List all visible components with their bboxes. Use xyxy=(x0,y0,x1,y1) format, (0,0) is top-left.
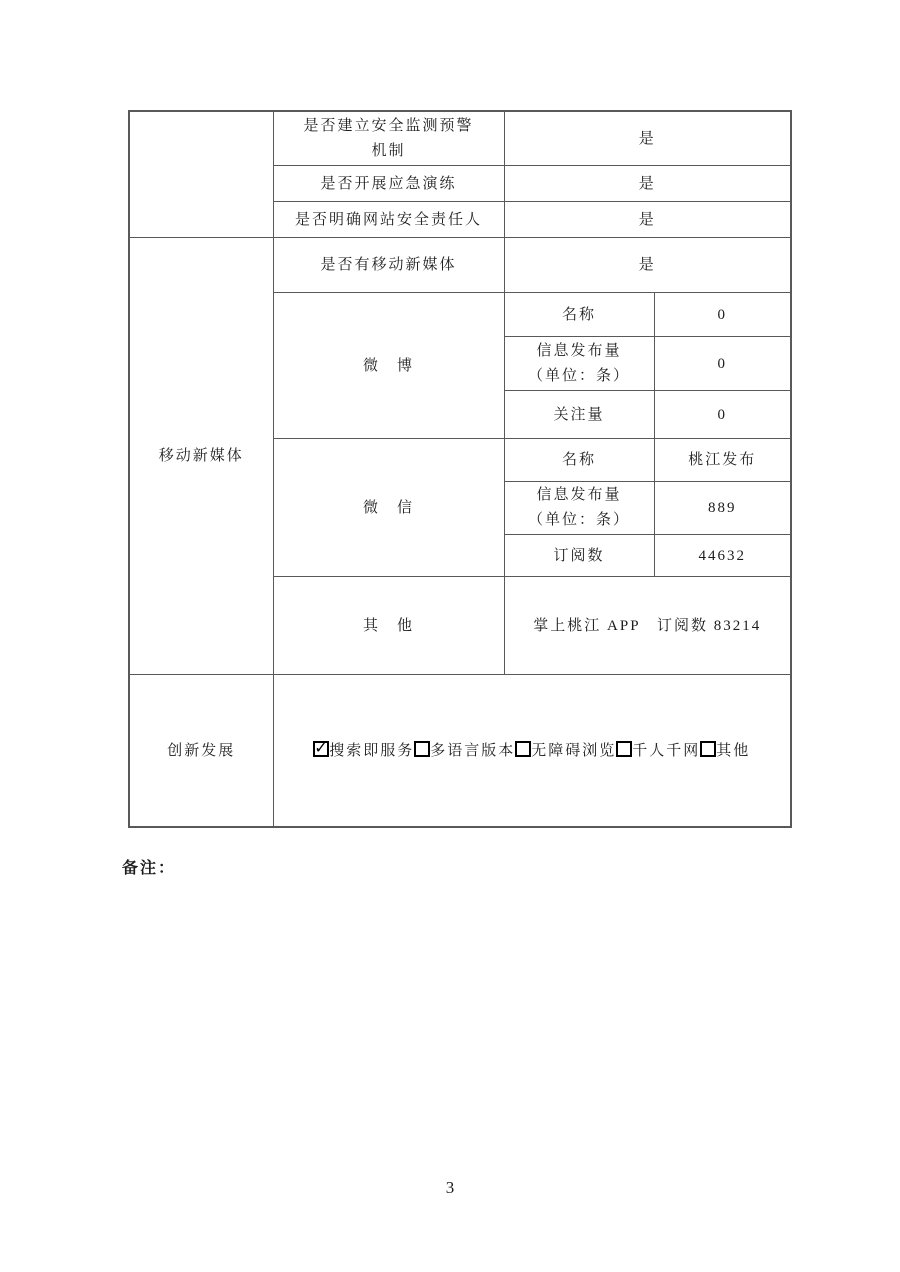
security-monitor-value-cell: 是 xyxy=(504,111,791,166)
innovation-option-search xyxy=(313,743,414,759)
innovation-option-label: 千人千网 xyxy=(632,742,701,759)
wechat-name-label-cell: 名称 xyxy=(504,439,654,482)
weibo-name-label-cell: 名称 xyxy=(504,293,654,337)
wechat-name-value-cell: 桃江发布 xyxy=(654,439,791,482)
report-table xyxy=(128,110,792,828)
weibo-volume-label-cell xyxy=(504,337,654,391)
other-media-value-cell: 掌上桃江 APP 订阅数 83214 xyxy=(504,577,791,675)
wechat-volume-label-line1: 信息发布量 xyxy=(536,487,622,503)
innovation-section-label-cell: 创新发展 xyxy=(129,675,273,828)
innovation-option-other xyxy=(700,743,750,759)
weibo-label-cell: 微 博 xyxy=(273,293,504,439)
wechat-subscribers-label-cell: 订阅数 xyxy=(504,535,654,577)
has-mobile-media-label-cell: 是否有移动新媒体 xyxy=(273,238,504,293)
innovation-option-label: 搜索即服务 xyxy=(329,742,415,759)
wechat-volume-label-line2: （单位：条） xyxy=(527,512,630,528)
has-mobile-media-value-cell: 是 xyxy=(504,238,791,293)
weibo-volume-label-line1: 信息发布量 xyxy=(536,342,622,359)
wechat-volume-label-cell xyxy=(504,482,654,535)
table-row xyxy=(129,111,791,166)
security-responsible-label-cell: 是否明确网站安全责任人 xyxy=(273,202,504,238)
security-drill-label-cell: 是否开展应急演练 xyxy=(273,166,504,202)
wechat-subscribers-value-cell: 44632 xyxy=(654,535,791,577)
other-media-label-cell: 其 他 xyxy=(273,577,504,675)
page-number: 3 xyxy=(445,1178,455,1197)
innovation-option-personalized xyxy=(616,743,700,759)
innovation-option-multilang xyxy=(414,743,515,759)
checkbox-empty-icon xyxy=(414,741,430,757)
security-monitor-label-cell xyxy=(273,111,504,166)
checkbox-empty-icon xyxy=(616,741,632,757)
security-drill-value-cell: 是 xyxy=(504,166,791,202)
security-monitor-label-line2: 机制 xyxy=(371,142,406,159)
table-row xyxy=(129,238,791,293)
wechat-volume-value-cell: 889 xyxy=(654,482,791,535)
innovation-option-label: 无障碍浏览 xyxy=(531,742,617,759)
checkbox-empty-icon xyxy=(700,741,716,757)
innovation-option-label: 多语言版本 xyxy=(430,742,516,759)
weibo-followers-value-cell: 0 xyxy=(654,391,791,439)
checkbox-checked-icon xyxy=(313,741,329,757)
prev-section-spacer-cell xyxy=(129,111,273,238)
checkbox-empty-icon xyxy=(515,741,531,757)
security-monitor-label-line1: 是否建立安全监测预警 xyxy=(303,117,474,134)
innovation-option-accessibility xyxy=(515,743,616,759)
weibo-followers-label-cell: 关注量 xyxy=(504,391,654,439)
wechat-label-cell: 微 信 xyxy=(273,439,504,577)
weibo-name-value-cell: 0 xyxy=(654,293,791,337)
weibo-volume-label-line2: （单位：条） xyxy=(527,367,630,384)
remarks-label: 备注： xyxy=(122,860,177,877)
weibo-volume-value-cell: 0 xyxy=(654,337,791,391)
innovation-options-cell xyxy=(273,675,791,828)
annual-report-table-section xyxy=(128,110,792,828)
mobile-media-section-label-cell: 移动新媒体 xyxy=(129,238,273,675)
security-responsible-value-cell: 是 xyxy=(504,202,791,238)
innovation-option-label: 其他 xyxy=(716,742,751,759)
table-row xyxy=(129,675,791,828)
